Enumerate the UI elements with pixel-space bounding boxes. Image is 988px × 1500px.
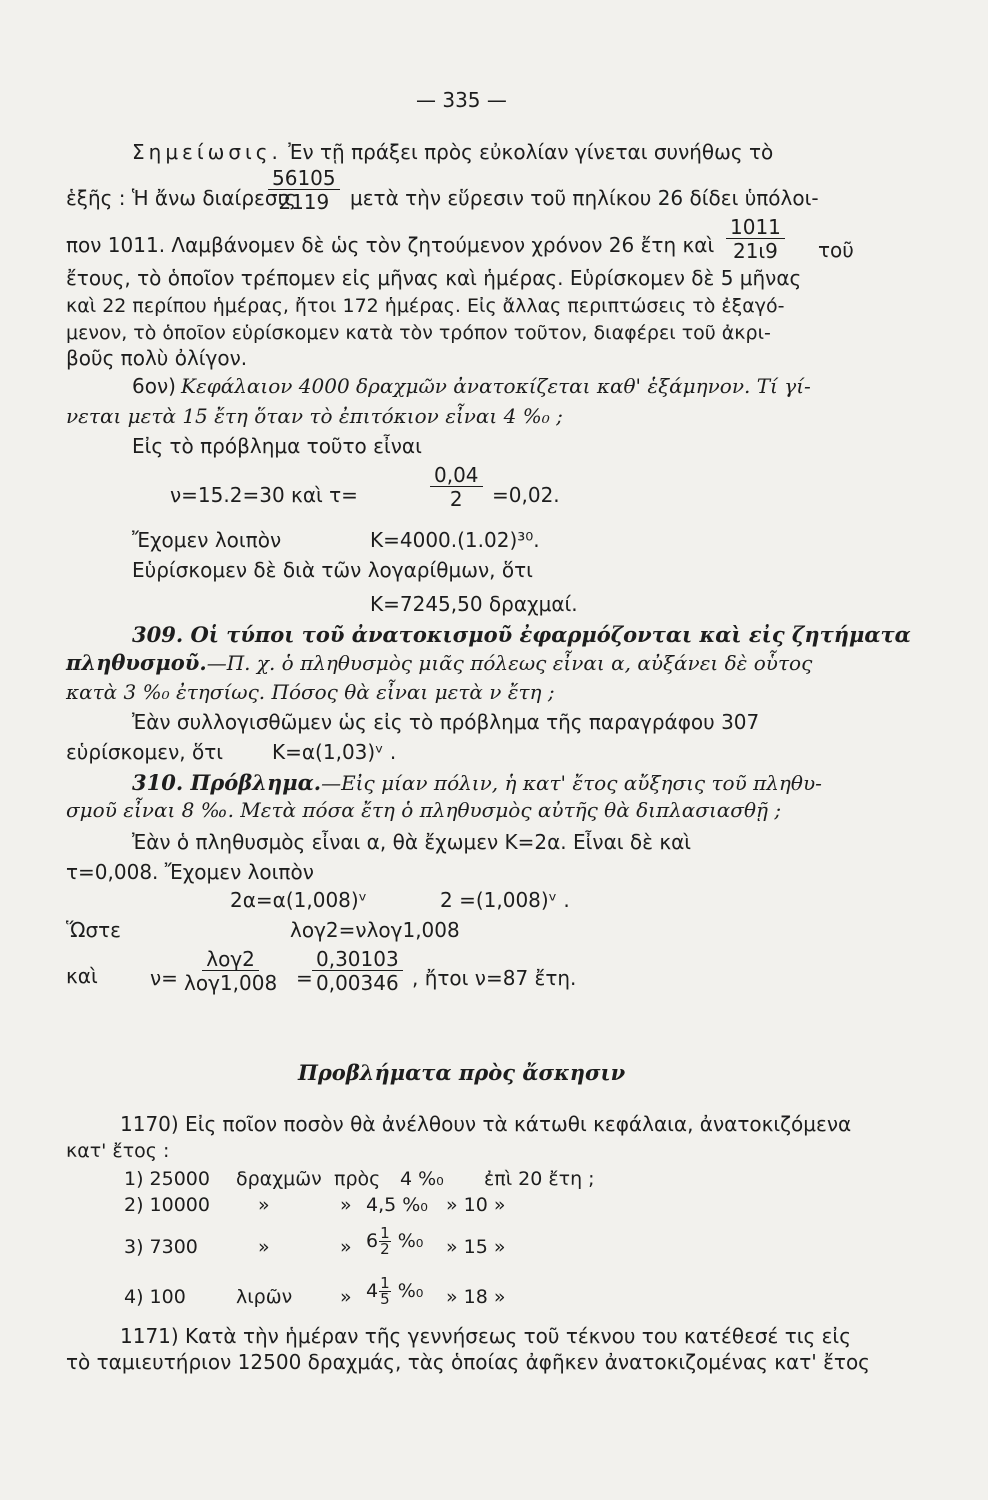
exercise-item-3-rate xyxy=(366,1226,423,1257)
exercise-item-4-rate xyxy=(366,1276,423,1307)
rate-fraction-den: 2 xyxy=(380,1240,390,1258)
equation-result: , ἤτοι ν=87 ἔτη. xyxy=(412,966,577,990)
note-line-3a: πον 1011. Λαμβάνομεν δὲ ὡς τὸν ζητούμενον χρόνον 26 ἔτη καὶ xyxy=(66,233,715,257)
section-309-heading: 309. Οἱ τύποι τοῦ ἀνατοκισμοῦ ἐφαρμόζονται καὶ εἰς ζητήματα xyxy=(132,622,911,647)
page-number: — 335 — xyxy=(416,88,507,112)
exercise-item-3-num: 3) 7300 xyxy=(124,1236,198,1258)
fraction-numerator: 1011 xyxy=(726,216,785,239)
exercise-item-3-dur: » 15 » xyxy=(446,1236,506,1258)
note-line-7: βοῦς πολὺ ὀλίγον. xyxy=(66,346,248,370)
equation-2a: 2α=α(1,008)ᵛ xyxy=(230,888,368,912)
section-309-line-5b: K=α(1,03)ᵛ . xyxy=(272,740,397,764)
fraction-56105-2119 xyxy=(268,167,340,214)
fraction-denominator: 0,00346 xyxy=(316,971,399,995)
exercise-item-2-rate: 4,5 %₀ xyxy=(366,1194,428,1216)
fraction-0-04-2 xyxy=(430,464,483,511)
exercise-item-1-prep: πρὸς xyxy=(334,1168,381,1190)
exercise-item-1-unit: δραχμῶν xyxy=(236,1168,322,1190)
exercise-item-3-prep: » xyxy=(340,1236,352,1258)
fraction-030103-000346 xyxy=(312,948,403,995)
note-text-1: Ἐν τῇ πράξει πρὸς εὐκολίαν γίνεται συνήθως τὸ xyxy=(288,140,774,164)
note-line-6: μενον, τὸ ὁποῖον εὑρίσκομεν κατὰ τὸν τρόπον τοῦτον, διαφέρει τοῦ ἀκρι- xyxy=(66,322,771,344)
section-309-line-5a: εὑρίσκομεν, ὅτι xyxy=(66,740,224,764)
exercise-item-2-unit: » xyxy=(258,1194,270,1216)
section-309-line-4: Ἐὰν συλλογισθῶμεν ὡς εἰς τὸ πρόβλημα τῆς παραγράφου 307 xyxy=(132,710,760,734)
equation-k-result: K=7245,50 δραχμαί. xyxy=(370,592,578,616)
exercise-item-2-num: 2) 10000 xyxy=(124,1194,210,1216)
exercise-item-4-prep: » xyxy=(340,1286,352,1308)
section-309-text-2: —Π. χ. ὁ πληθυσμὸς μιᾶς πόλεως εἶναι α, αὐξάνει δὲ οὗτος xyxy=(206,651,813,675)
rate-fraction-den: 5 xyxy=(380,1290,390,1308)
note-line-5: καὶ 22 περίπου ἡμέρας, ἤτοι 172 ἡμέρας. Εἰς ἄλλας περιπτώσεις τὸ ἐξαγό- xyxy=(66,295,785,317)
equation-v-symbol: ν= xyxy=(150,966,178,990)
note-line-1 xyxy=(132,140,773,164)
exercises-heading: Προβλήματα πρὸς ἄσκησιν xyxy=(298,1060,626,1085)
exercise-item-2-dur: » 10 » xyxy=(446,1194,506,1216)
rate-percent: %₀ xyxy=(397,1280,424,1302)
problem6-line-4: Εὑρίσκομεν δὲ διὰ τῶν λογαρίθμων, ὅτι xyxy=(132,558,533,582)
exercise-item-1-rate: 4 %₀ xyxy=(400,1168,444,1190)
problem-1171-line-2: τὸ ταμιευτήριον 12500 δραχμάς, τὰς ὁποίας ἀφῆκεν ἀνατοκιζομένας κατ' ἔτος xyxy=(66,1350,870,1374)
problem6-label: 6ον) xyxy=(132,374,176,398)
section-310-line-1 xyxy=(132,770,822,795)
rate-whole: 4 xyxy=(366,1280,379,1302)
section-310-text-1: —Εἰς μίαν πόλιν, ἡ κατ' ἔτος αὔξησις τοῦ πληθυ- xyxy=(321,771,822,795)
exercise-item-4-num: 4) 100 xyxy=(124,1286,186,1308)
note-line-3b: τοῦ xyxy=(818,238,854,262)
rate-percent: %₀ xyxy=(397,1230,424,1252)
equation-v-tau-a: ν=15.2=30 καὶ τ= xyxy=(170,483,358,507)
fraction-denominator: 2119 xyxy=(278,190,330,214)
exercise-item-1-num: 1) 25000 xyxy=(124,1168,210,1190)
exercise-item-3-unit: » xyxy=(258,1236,270,1258)
equation-k-line-a: Ἔχομεν λοιπὸν xyxy=(132,528,282,552)
section-309-bold: πληθυσμοῦ. xyxy=(66,650,207,675)
equation-2-pow: 2 =(1,008)ᵛ . xyxy=(440,888,570,912)
rate-whole: 6 xyxy=(366,1230,379,1252)
equation-log: λογ2=νλογ1,008 xyxy=(290,918,460,942)
rate-fraction-num: 1 xyxy=(380,1274,390,1292)
equation-equals: = xyxy=(296,966,313,990)
problem-1171-line-1: 1171) Κατὰ τὴν ἡμέραν τῆς γεννήσεως τοῦ τέκνου του κατέθεσέ τις εἰς xyxy=(120,1324,851,1348)
note-line-2a: ἑξῆς : Ἡ ἄνω διαίρεσις xyxy=(66,186,296,210)
problem6-line-2: νεται μετὰ 15 ἔτη ὅταν τὸ ἐπιτόκιον εἶναι 4 %₀ ; xyxy=(66,404,563,428)
equation-v-tau-b: =0,02. xyxy=(492,483,560,507)
rate-fraction-num: 1 xyxy=(380,1224,390,1242)
exercise-item-4-unit: λιρῶν xyxy=(236,1286,293,1308)
problem6-line-1 xyxy=(132,374,811,398)
exercise-item-1-dur: ἐπὶ 20 ἔτη ; xyxy=(484,1168,595,1190)
fraction-denominator: 21ι9 xyxy=(732,239,778,263)
section-310-line-4: τ=0,008. Ἔχομεν λοιπὸν xyxy=(66,860,314,884)
note-line-2b: μετὰ τὴν εὕρεσιν τοῦ πηλίκου 26 δίδει ὑπόλοι- xyxy=(350,186,819,210)
fraction-numerator: λογ2 xyxy=(202,948,259,971)
fraction-denominator: 2 xyxy=(449,487,463,511)
section-310-line-3: Ἐὰν ὁ πληθυσμὸς εἶναι α, θὰ ἔχωμεν K=2α. Εἶναι δὲ καὶ xyxy=(132,830,692,854)
section-309-line-3: κατὰ 3 %₀ ἐτησίως. Πόσος θὰ εἶναι μετὰ ν ἔτη ; xyxy=(66,680,555,704)
exercise-item-2-prep: » xyxy=(340,1194,352,1216)
section-309-line-2 xyxy=(66,650,812,675)
equation-label-kai: καὶ xyxy=(66,964,98,988)
problem-1170-line-1: 1170) Εἰς ποῖον ποσὸν θὰ ἀνέλθουν τὰ κάτωθι κεφάλαια, ἀνατοκιζόμενα xyxy=(120,1112,852,1136)
equation-label-hoste: Ὥστε xyxy=(66,918,121,942)
section-310-line-2: σμοῦ εἶναι 8 ‰. Μετὰ πόσα ἔτη ὁ πληθυσμὸς αὐτῆς θὰ διπλασιασθῇ ; xyxy=(66,798,782,822)
note-label: Σημείωσις. xyxy=(132,140,282,164)
problem-1170-line-2: κατ' ἔτος : xyxy=(66,1140,170,1162)
fraction-numerator: 0,30103 xyxy=(312,948,403,971)
problem6-line-3: Εἰς τὸ πρόβλημα τοῦτο εἶναι xyxy=(132,434,422,458)
fraction-numerator: 56105 xyxy=(268,167,340,190)
fraction-denominator: λογ1,008 xyxy=(184,971,278,995)
note-line-4: ἔτους, τὸ ὁποῖον τρέπομεν εἰς μῆνας καὶ ἡμέρας. Εὑρίσκομεν δὲ 5 μῆνας xyxy=(66,266,802,290)
problem6-text-1: Κεφάλαιον 4000 δραχμῶν ἀνατοκίζεται καθ' ἑξάμηνον. Τί γί- xyxy=(181,374,811,398)
equation-k-line-b: K=4000.(1.02)³⁰. xyxy=(370,528,540,552)
fraction-log2-log1008 xyxy=(180,948,281,995)
fraction-numerator: 0,04 xyxy=(430,464,483,487)
section-310-heading: 310. Πρόβλημα. xyxy=(132,770,322,795)
rate-fraction xyxy=(379,1276,391,1307)
exercise-item-4-dur: » 18 » xyxy=(446,1286,506,1308)
rate-fraction xyxy=(379,1226,391,1257)
fraction-1011-2119 xyxy=(726,216,785,263)
